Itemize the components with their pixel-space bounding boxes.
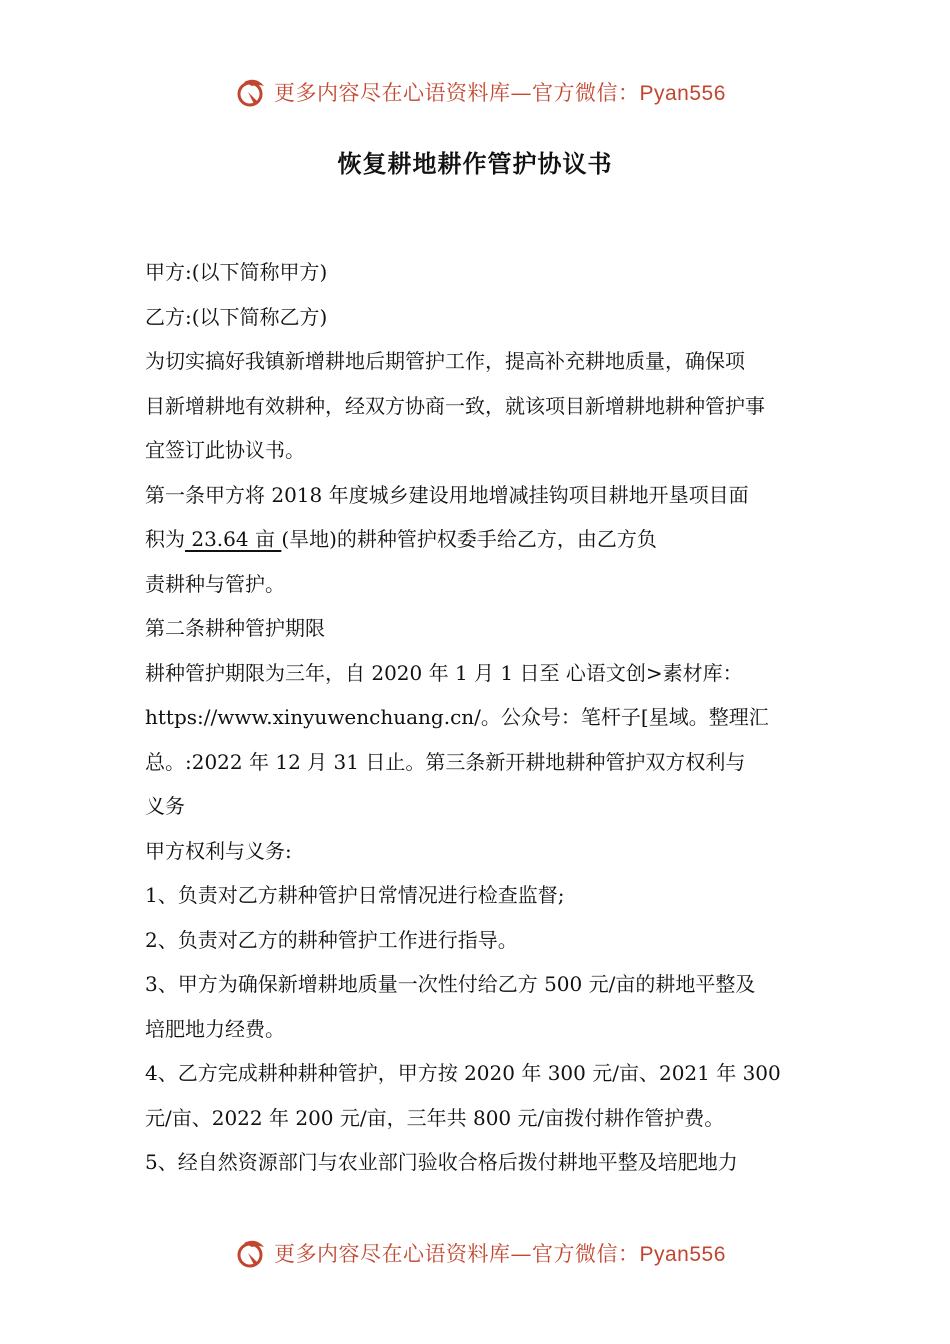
paragraph-line: 甲方:(以下简称甲方) bbox=[145, 260, 328, 284]
paragraph-line: 责耕种与管护。 bbox=[145, 571, 285, 596]
area-suffix: (旱地)的耕种管护权委手给乙方，由乙方负 bbox=[281, 527, 657, 551]
list-item: 4、乙方完成耕种耕种管护，甲方按 2020 年 300 元/亩、2021 年 300 bbox=[145, 1061, 781, 1085]
paragraph-line: 为切实搞好我镇新增耕地后期管护工作，提高补充耕地质量，确保项 bbox=[145, 349, 745, 373]
header-banner-text: 更多内容尽在心语资料库—官方微信：Pyan556 bbox=[274, 81, 726, 105]
paragraph-line: 乙方:(以下简称乙方) bbox=[145, 304, 328, 329]
list-item: 5、经自然资源部门与农业部门验收合格后拨付耕地平整及培肥地力 bbox=[145, 1150, 738, 1174]
footer-banner bbox=[0, 1233, 950, 1273]
list-item-continuation: 元/亩、2022 年 200 元/亩，三年共 800 元/亩拨付耕作管护费。 bbox=[145, 1105, 725, 1130]
document-body bbox=[145, 250, 825, 1185]
list-item: 2、负责对乙方的耕种管护工作进行指导。 bbox=[145, 927, 518, 952]
page-title: 恢复耕地耕作管护协议书 bbox=[337, 150, 613, 178]
paragraph-line: 宜签订此协议书。 bbox=[145, 438, 305, 462]
header-banner bbox=[0, 72, 950, 112]
paragraph-line: 义务 bbox=[145, 794, 185, 818]
footer-banner-text: 更多内容尽在心语资料库—官方微信：Pyan556 bbox=[274, 1242, 726, 1266]
paragraph-line: 目新增耕地有效耕种，经双方协商一致，就该项目新增耕地耕种管护事 bbox=[145, 393, 765, 418]
section-heading: 第二条耕种管护期限 bbox=[145, 616, 325, 640]
brand-logo-icon bbox=[234, 74, 270, 110]
brand-logo-icon bbox=[234, 1235, 270, 1271]
area-prefix: 积为 bbox=[145, 527, 185, 551]
paragraph-line: https://www.xinyuwenchuang.cn/。公众号：笔杆子[星域。整理汇 bbox=[145, 705, 769, 729]
list-item: 1、负责对乙方耕种管护日常情况进行检查监督; bbox=[145, 883, 565, 907]
list-item-continuation: 培肥地力经费。 bbox=[145, 1016, 285, 1041]
paragraph-line bbox=[145, 517, 825, 562]
paragraph-line: 第一条甲方将 2018 年度城乡建设用地增减挂钩项目耕地开垦项目面 bbox=[145, 482, 749, 507]
paragraph-line: 耕种管护期限为三年，自 2020 年 1 月 1 日至 心语文创>素材库： bbox=[145, 660, 743, 685]
area-value: 23.64 亩 bbox=[185, 527, 282, 551]
section-heading: 甲方权利与义务: bbox=[145, 838, 292, 863]
list-item: 3、甲方为确保新增耕地质量一次性付给乙方 500 元/亩的耕地平整及 bbox=[145, 972, 756, 996]
paragraph-line: 总。:2022 年 12 月 31 日止。第三条新开耕地耕种管护双方权利与 bbox=[145, 749, 746, 774]
